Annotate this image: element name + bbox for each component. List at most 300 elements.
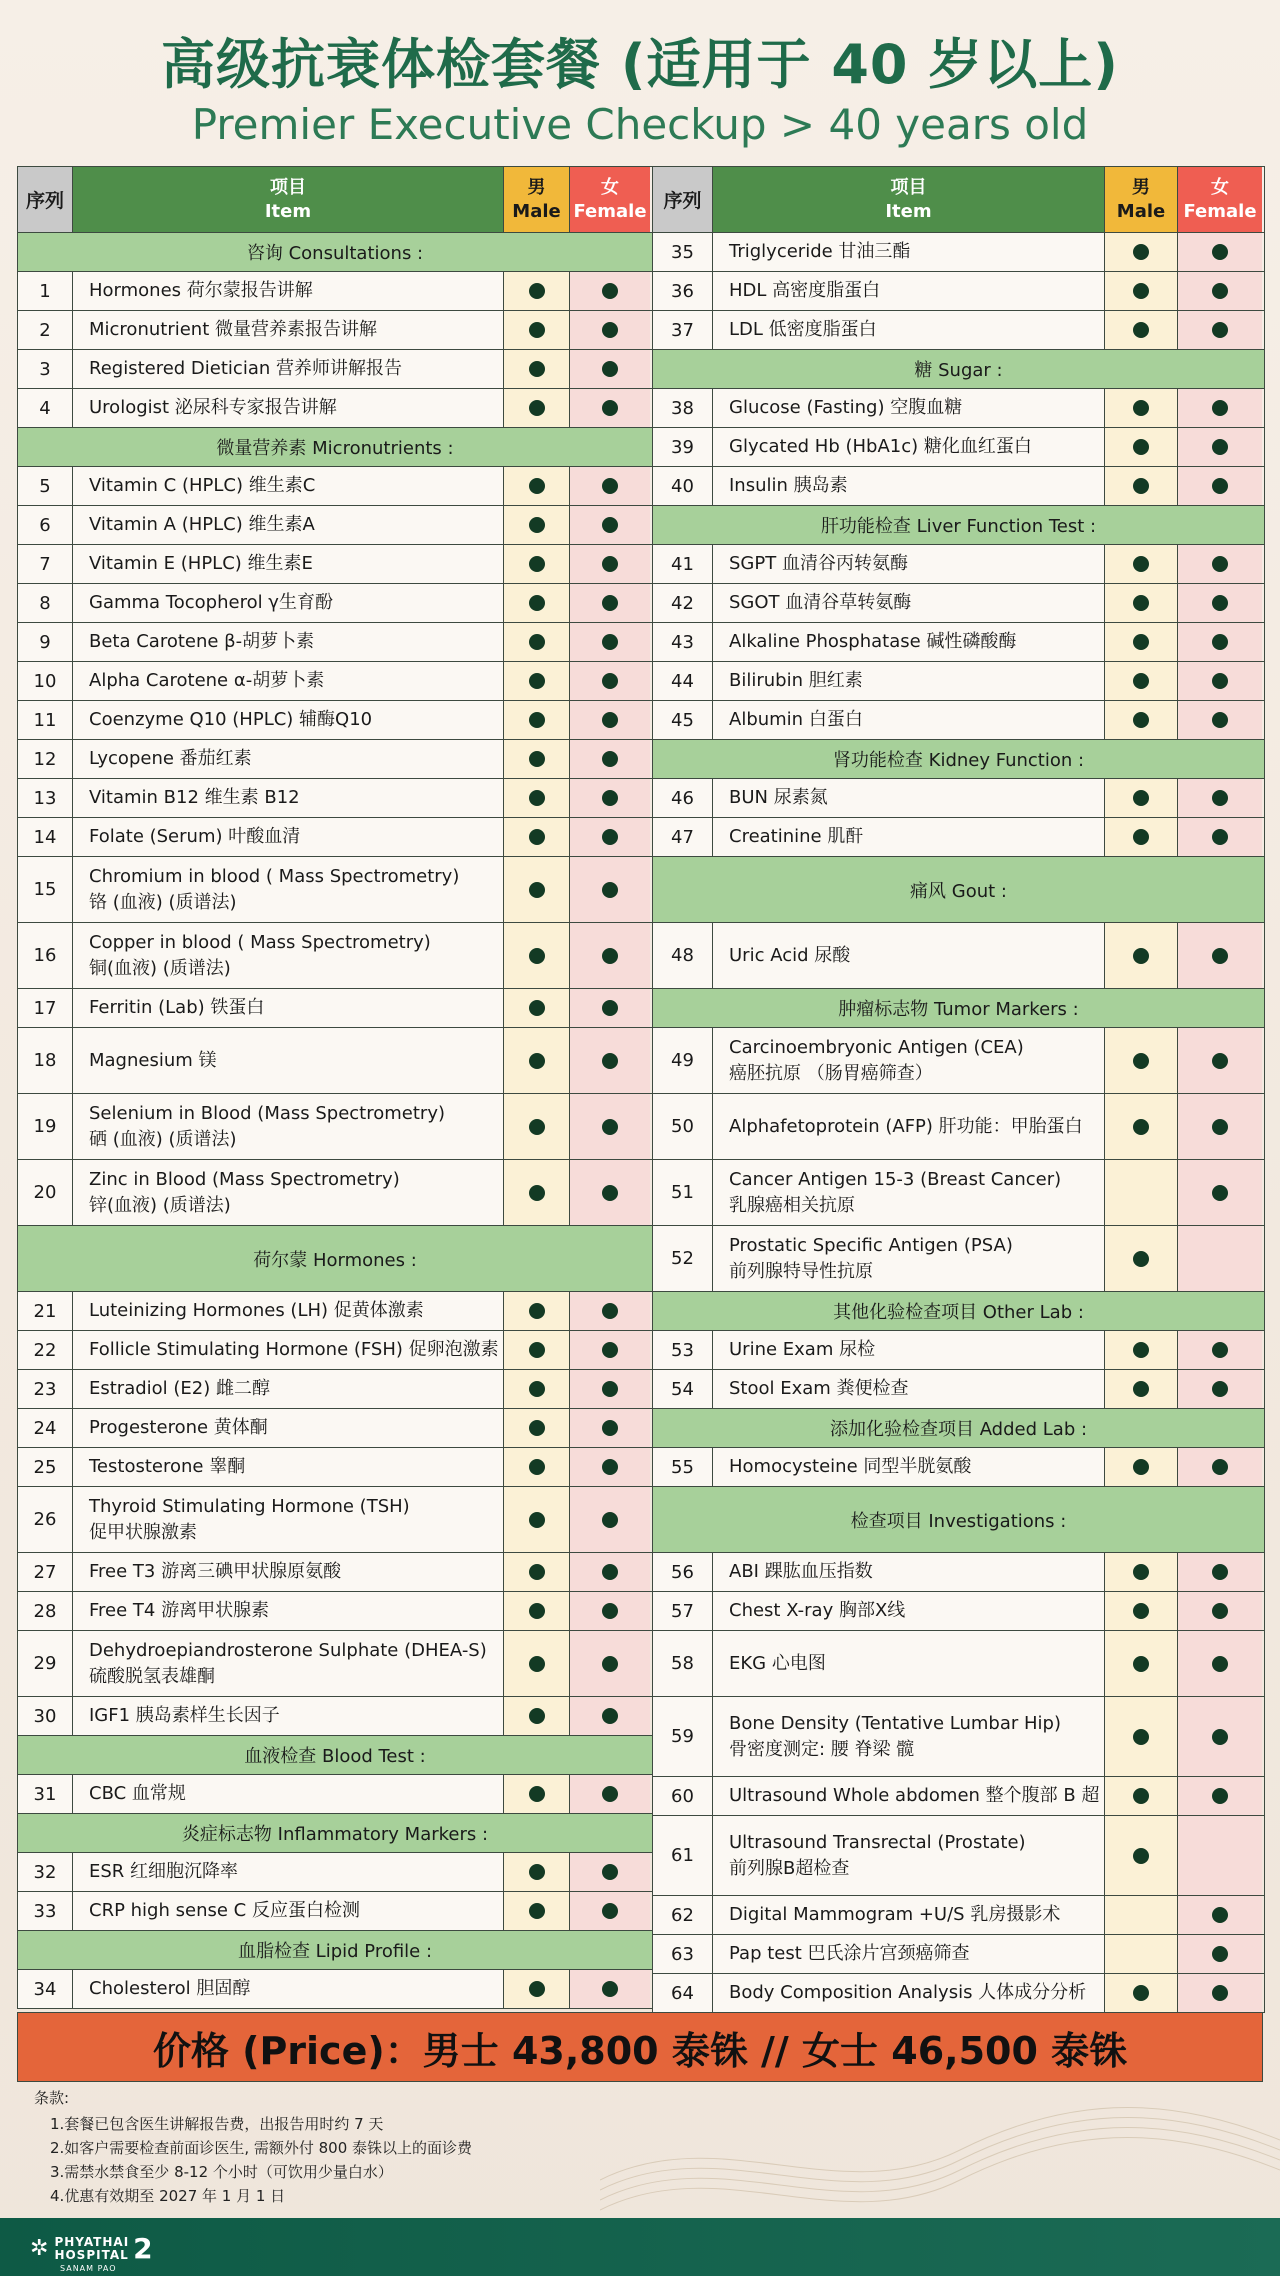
female-cell xyxy=(570,923,650,988)
male-cell xyxy=(504,1448,570,1486)
row-item-name: Vitamin A (HPLC) 维生素A xyxy=(73,506,504,544)
row-number: 1 xyxy=(18,272,73,310)
included-dot-icon xyxy=(602,1459,618,1475)
section-label: 添加化验检查项目 Added Lab : xyxy=(653,1409,1264,1447)
female-cell xyxy=(570,545,650,583)
row-item-name: Cholesterol 胆固醇 xyxy=(73,1970,504,2008)
logo-sub: SANAM PAO xyxy=(60,2264,117,2273)
included-dot-icon xyxy=(1212,1342,1228,1358)
row-item-name: IGF1 胰岛素样生长因子 xyxy=(73,1697,504,1735)
title-cn: 高级抗衰体检套餐 (适用于 40 岁以上) xyxy=(161,33,1119,96)
female-cell xyxy=(570,1409,650,1447)
row-item-name: BUN 尿素氮 xyxy=(713,779,1105,817)
row-number: 52 xyxy=(653,1226,713,1291)
row-item-name: CBC 血常规 xyxy=(73,1775,504,1813)
row-item-name: Alkaline Phosphatase 碱性磷酸酶 xyxy=(713,623,1105,661)
male-cell xyxy=(504,1487,570,1552)
included-dot-icon xyxy=(602,283,618,299)
included-dot-icon xyxy=(602,634,618,650)
included-dot-icon xyxy=(1212,673,1228,689)
included-dot-icon xyxy=(602,1903,618,1919)
male-cell xyxy=(504,545,570,583)
female-cell xyxy=(570,1292,650,1330)
row-item-name: Selenium in Blood (Mass Spectrometry) 硒 (血液) (质谱法) xyxy=(73,1094,504,1159)
included-dot-icon xyxy=(1212,1185,1228,1201)
male-cell xyxy=(504,1631,570,1696)
row-number: 15 xyxy=(18,857,73,922)
row-item-name: Beta Carotene β-胡萝卜素 xyxy=(73,623,504,661)
section-row xyxy=(18,233,652,272)
male-cell xyxy=(1105,1094,1178,1159)
row-number: 56 xyxy=(653,1553,713,1591)
male-cell xyxy=(1105,818,1178,856)
male-cell xyxy=(504,584,570,622)
female-cell xyxy=(1178,1697,1262,1776)
row-item-name: Free T3 游离三碘甲状腺原氨酸 xyxy=(73,1553,504,1591)
included-dot-icon xyxy=(602,322,618,338)
table-row xyxy=(653,1697,1264,1777)
row-number: 14 xyxy=(18,818,73,856)
row-item-name: Copper in blood ( Mass Spectrometry) 铜(血液) (质谱法) xyxy=(73,923,504,988)
table-row xyxy=(653,1448,1264,1487)
row-number: 16 xyxy=(18,923,73,988)
included-dot-icon xyxy=(1133,948,1149,964)
included-dot-icon xyxy=(529,478,545,494)
row-number: 13 xyxy=(18,779,73,817)
row-number: 55 xyxy=(653,1448,713,1486)
female-cell xyxy=(1178,467,1262,505)
included-dot-icon xyxy=(529,1381,545,1397)
row-number: 40 xyxy=(653,467,713,505)
included-dot-icon xyxy=(602,1708,618,1724)
male-cell xyxy=(1105,1777,1178,1815)
female-cell xyxy=(570,1853,650,1891)
male-cell xyxy=(504,740,570,778)
title-en: Premier Executive Checkup > 40 years old xyxy=(191,100,1089,149)
section-row xyxy=(18,1814,652,1853)
row-item-name: HDL 高密度脂蛋白 xyxy=(713,272,1105,310)
row-item-name: Thyroid Stimulating Hormone (TSH) 促甲状腺激素 xyxy=(73,1487,504,1552)
male-cell xyxy=(1105,1974,1178,2012)
included-dot-icon xyxy=(1212,1946,1228,1962)
table-row xyxy=(18,989,652,1028)
header-female-cn: 女 xyxy=(601,176,619,198)
row-item-name: Carcinoembryonic Antigen (CEA) 癌胚抗原 （肠胃癌筛查） xyxy=(713,1028,1105,1093)
table-row xyxy=(18,350,652,389)
section-label: 糖 Sugar : xyxy=(653,350,1264,388)
table-row xyxy=(653,1631,1264,1697)
included-dot-icon xyxy=(1212,478,1228,494)
table-row xyxy=(18,272,652,311)
included-dot-icon xyxy=(529,1656,545,1672)
right-table xyxy=(652,166,1265,2013)
table-row xyxy=(653,662,1264,701)
female-cell xyxy=(570,584,650,622)
included-dot-icon xyxy=(1133,673,1149,689)
table-row xyxy=(653,1592,1264,1631)
included-dot-icon xyxy=(602,361,618,377)
row-number: 2 xyxy=(18,311,73,349)
included-dot-icon xyxy=(529,1459,545,1475)
included-dot-icon xyxy=(529,556,545,572)
row-item-name: Prostatic Specific Antigen (PSA) 前列腺特导性抗原 xyxy=(713,1226,1105,1291)
row-number: 36 xyxy=(653,272,713,310)
female-cell xyxy=(1178,1777,1262,1815)
male-cell xyxy=(504,389,570,427)
included-dot-icon xyxy=(529,1903,545,1919)
row-number: 61 xyxy=(653,1816,713,1895)
row-number: 24 xyxy=(18,1409,73,1447)
included-dot-icon xyxy=(1133,1251,1149,1267)
included-dot-icon xyxy=(602,1786,618,1802)
included-dot-icon xyxy=(1212,1729,1228,1745)
table-row xyxy=(653,1896,1264,1935)
row-item-name: Zinc in Blood (Mass Spectrometry) 锌(血液) (质谱法) xyxy=(73,1160,504,1225)
section-label: 血液检查 Blood Test : xyxy=(18,1736,652,1774)
included-dot-icon xyxy=(1133,1381,1149,1397)
included-dot-icon xyxy=(602,1119,618,1135)
row-number: 21 xyxy=(18,1292,73,1330)
included-dot-icon xyxy=(529,1000,545,1016)
table-row xyxy=(653,701,1264,740)
table-row xyxy=(653,1226,1264,1292)
male-cell xyxy=(1105,923,1178,988)
row-number: 12 xyxy=(18,740,73,778)
male-cell xyxy=(504,467,570,505)
table-row xyxy=(653,623,1264,662)
included-dot-icon xyxy=(602,882,618,898)
table-row xyxy=(653,1974,1264,2013)
male-cell xyxy=(504,1892,570,1930)
included-dot-icon xyxy=(1212,790,1228,806)
logo-mark-icon: ✲ xyxy=(30,2236,49,2261)
row-number: 32 xyxy=(18,1853,73,1891)
female-cell xyxy=(570,1448,650,1486)
table-row xyxy=(18,1331,652,1370)
table-row xyxy=(653,389,1264,428)
female-cell xyxy=(1178,1592,1262,1630)
table-row xyxy=(18,1409,652,1448)
footer-bar xyxy=(0,2218,1280,2276)
row-number: 6 xyxy=(18,506,73,544)
male-cell xyxy=(1105,1592,1178,1630)
row-item-name: ABI 踝肱血压指数 xyxy=(713,1553,1105,1591)
female-cell xyxy=(570,1970,650,2008)
row-item-name: Lycopene 番茄红素 xyxy=(73,740,504,778)
included-dot-icon xyxy=(1133,478,1149,494)
male-cell xyxy=(504,701,570,739)
included-dot-icon xyxy=(1133,1342,1149,1358)
section-row xyxy=(653,857,1264,923)
included-dot-icon xyxy=(529,361,545,377)
included-dot-icon xyxy=(602,1303,618,1319)
table-row xyxy=(18,1094,652,1160)
male-cell xyxy=(1105,1028,1178,1093)
row-item-name: Bone Density (Tentative Lumbar Hip) 骨密度测定: 腰 脊梁 髋 xyxy=(713,1697,1105,1776)
female-cell xyxy=(570,467,650,505)
right-table-body xyxy=(653,233,1264,2013)
row-number: 42 xyxy=(653,584,713,622)
header-item-cn: 项目 xyxy=(270,176,306,198)
row-item-name: LDL 低密度脂蛋白 xyxy=(713,311,1105,349)
table-row xyxy=(18,818,652,857)
included-dot-icon xyxy=(529,790,545,806)
male-cell xyxy=(504,662,570,700)
female-cell xyxy=(1178,1553,1262,1591)
row-number: 48 xyxy=(653,923,713,988)
row-number: 37 xyxy=(653,311,713,349)
table-row xyxy=(653,1028,1264,1094)
table-row xyxy=(653,923,1264,989)
table-row xyxy=(18,1631,652,1697)
table-row xyxy=(18,506,652,545)
included-dot-icon xyxy=(1212,283,1228,299)
female-cell xyxy=(570,1028,650,1093)
male-cell xyxy=(504,923,570,988)
table-row xyxy=(18,662,652,701)
included-dot-icon xyxy=(602,1512,618,1528)
female-cell xyxy=(570,1094,650,1159)
table-row xyxy=(653,428,1264,467)
female-cell xyxy=(1178,818,1262,856)
table-row xyxy=(653,1160,1264,1226)
included-dot-icon xyxy=(529,1342,545,1358)
section-row xyxy=(653,1409,1264,1448)
table-header xyxy=(653,167,1264,233)
male-cell xyxy=(1105,701,1178,739)
terms-item: 4.优惠有效期至 2027 年 1 月 1 日 xyxy=(50,2187,286,2205)
row-item-name: CRP high sense C 反应蛋白检测 xyxy=(73,1892,504,1930)
row-number: 53 xyxy=(653,1331,713,1369)
included-dot-icon xyxy=(529,1119,545,1135)
female-cell xyxy=(1178,584,1262,622)
included-dot-icon xyxy=(602,517,618,533)
row-number: 17 xyxy=(18,989,73,1027)
included-dot-icon xyxy=(1133,1564,1149,1580)
included-dot-icon xyxy=(602,790,618,806)
section-row xyxy=(18,428,652,467)
female-cell xyxy=(1178,233,1262,271)
female-cell xyxy=(1178,1631,1262,1696)
female-cell xyxy=(570,311,650,349)
included-dot-icon xyxy=(602,1053,618,1069)
row-item-name: Magnesium 镁 xyxy=(73,1028,504,1093)
section-row xyxy=(653,506,1264,545)
male-cell xyxy=(504,623,570,661)
included-dot-icon xyxy=(602,1564,618,1580)
included-dot-icon xyxy=(529,1708,545,1724)
female-cell xyxy=(1178,1226,1262,1291)
row-number: 47 xyxy=(653,818,713,856)
section-row xyxy=(653,989,1264,1028)
row-item-name: Luteinizing Hormones (LH) 促黄体激素 xyxy=(73,1292,504,1330)
female-cell xyxy=(1178,662,1262,700)
male-cell xyxy=(504,1292,570,1330)
table-row xyxy=(18,389,652,428)
table-row xyxy=(653,779,1264,818)
row-number: 41 xyxy=(653,545,713,583)
row-item-name: Triglyceride 甘油三酯 xyxy=(713,233,1105,271)
row-number: 7 xyxy=(18,545,73,583)
included-dot-icon xyxy=(1212,1381,1228,1397)
row-item-name: Follicle Stimulating Hormone (FSH) 促卵泡激素 xyxy=(73,1331,504,1369)
row-item-name: Bilirubin 胆红素 xyxy=(713,662,1105,700)
included-dot-icon xyxy=(1133,1459,1149,1475)
row-item-name: Coenzyme Q10 (HPLC) 辅酶Q10 xyxy=(73,701,504,739)
section-label: 痛风 Gout : xyxy=(653,857,1264,922)
section-label: 血脂检查 Lipid Profile : xyxy=(18,1931,652,1969)
included-dot-icon xyxy=(602,556,618,572)
row-item-name: Body Composition Analysis 人体成分分析 xyxy=(713,1974,1105,2012)
included-dot-icon xyxy=(602,1864,618,1880)
row-item-name: EKG 心电图 xyxy=(713,1631,1105,1696)
included-dot-icon xyxy=(1133,1656,1149,1672)
section-label: 肿瘤标志物 Tumor Markers : xyxy=(653,989,1264,1027)
header-female-en: Female xyxy=(1183,200,1257,222)
female-cell xyxy=(570,740,650,778)
row-item-name: Glucose (Fasting) 空腹血糖 xyxy=(713,389,1105,427)
table-row xyxy=(18,857,652,923)
male-cell xyxy=(504,779,570,817)
price-bar: 价格 (Price)：男士 43,800 泰铢 // 女士 46,500 泰铢 xyxy=(17,2012,1263,2082)
included-dot-icon xyxy=(1212,712,1228,728)
row-number: 22 xyxy=(18,1331,73,1369)
male-cell xyxy=(504,311,570,349)
row-item-name: Estradiol (E2) 雌二醇 xyxy=(73,1370,504,1408)
section-label: 炎症标志物 Inflammatory Markers : xyxy=(18,1814,652,1852)
female-cell xyxy=(1178,1935,1262,1973)
included-dot-icon xyxy=(529,634,545,650)
row-number: 43 xyxy=(653,623,713,661)
section-label: 荷尔蒙 Hormones : xyxy=(18,1226,652,1291)
table-row xyxy=(653,467,1264,506)
female-cell xyxy=(570,1487,650,1552)
row-item-name: Free T4 游离甲状腺素 xyxy=(73,1592,504,1630)
row-item-name: Gamma Tocopherol γ生育酚 xyxy=(73,584,504,622)
table-row xyxy=(653,1553,1264,1592)
table-row xyxy=(18,584,652,623)
included-dot-icon xyxy=(602,1603,618,1619)
included-dot-icon xyxy=(529,1981,545,1997)
row-number: 9 xyxy=(18,623,73,661)
included-dot-icon xyxy=(1212,1788,1228,1804)
included-dot-icon xyxy=(529,1564,545,1580)
male-cell xyxy=(1105,1226,1178,1291)
row-number: 54 xyxy=(653,1370,713,1408)
female-cell xyxy=(1178,428,1262,466)
table-row xyxy=(18,923,652,989)
row-number: 33 xyxy=(18,1892,73,1930)
included-dot-icon xyxy=(1212,1907,1228,1923)
male-cell xyxy=(1105,272,1178,310)
included-dot-icon xyxy=(1133,439,1149,455)
included-dot-icon xyxy=(529,673,545,689)
included-dot-icon xyxy=(1133,322,1149,338)
male-cell xyxy=(1105,1553,1178,1591)
male-cell xyxy=(504,857,570,922)
header-male xyxy=(504,167,570,232)
header-male-en: Male xyxy=(512,200,561,222)
section-row xyxy=(653,740,1264,779)
female-cell xyxy=(570,506,650,544)
included-dot-icon xyxy=(1133,829,1149,845)
table-row xyxy=(18,1028,652,1094)
section-row xyxy=(653,1292,1264,1331)
male-cell xyxy=(1105,584,1178,622)
row-item-name: Alphafetoprotein (AFP) 肝功能：甲胎蛋白 xyxy=(713,1094,1105,1159)
female-cell xyxy=(1178,1094,1262,1159)
table-row xyxy=(18,1697,652,1736)
row-item-name: Insulin 胰岛素 xyxy=(713,467,1105,505)
male-cell xyxy=(504,818,570,856)
table-row xyxy=(18,740,652,779)
table-row xyxy=(18,1553,652,1592)
female-cell xyxy=(570,701,650,739)
header-num: 序列 xyxy=(18,167,73,232)
row-item-name: Creatinine 肌酐 xyxy=(713,818,1105,856)
male-cell xyxy=(1105,1935,1178,1973)
row-item-name: Dehydroepiandrosterone Sulphate (DHEA-S) 硫酸脱氢表雄酮 xyxy=(73,1631,504,1696)
section-label: 其他化验检查项目 Other Lab : xyxy=(653,1292,1264,1330)
row-number: 23 xyxy=(18,1370,73,1408)
included-dot-icon xyxy=(602,1656,618,1672)
row-item-name: Hormones 荷尔蒙报告讲解 xyxy=(73,272,504,310)
table-row xyxy=(18,1487,652,1553)
row-number: 20 xyxy=(18,1160,73,1225)
header-item xyxy=(73,167,504,232)
included-dot-icon xyxy=(1212,1564,1228,1580)
row-number: 62 xyxy=(653,1896,713,1934)
section-row xyxy=(653,1487,1264,1553)
row-item-name: Homocysteine 同型半胱氨酸 xyxy=(713,1448,1105,1486)
male-cell xyxy=(504,350,570,388)
row-item-name: Digital Mammogram +U/S 乳房摄影术 xyxy=(713,1896,1105,1934)
row-number: 34 xyxy=(18,1970,73,2008)
terms-item: 3.需禁水禁食至少 8-12 个小时（可饮用少量白水） xyxy=(50,2163,393,2181)
male-cell xyxy=(1105,545,1178,583)
table-row xyxy=(653,818,1264,857)
male-cell xyxy=(504,272,570,310)
female-cell xyxy=(570,1370,650,1408)
female-cell xyxy=(1178,272,1262,310)
table-row xyxy=(18,1853,652,1892)
included-dot-icon xyxy=(1212,322,1228,338)
included-dot-icon xyxy=(602,1185,618,1201)
female-cell xyxy=(570,1892,650,1930)
table-row xyxy=(18,545,652,584)
included-dot-icon xyxy=(529,1786,545,1802)
row-item-name: Vitamin C (HPLC) 维生素C xyxy=(73,467,504,505)
female-cell xyxy=(570,272,650,310)
table-row xyxy=(18,1448,652,1487)
included-dot-icon xyxy=(602,1381,618,1397)
row-item-name: Ultrasound Transrectal (Prostate) 前列腺B超检查 xyxy=(713,1816,1105,1895)
row-item-name: Albumin 白蛋白 xyxy=(713,701,1105,739)
row-number: 5 xyxy=(18,467,73,505)
male-cell xyxy=(1105,1631,1178,1696)
header-item-en: Item xyxy=(264,200,312,222)
included-dot-icon xyxy=(529,595,545,611)
row-item-name: Glycated Hb (HbA1c) 糖化血红蛋白 xyxy=(713,428,1105,466)
female-cell xyxy=(1178,779,1262,817)
logo-line1: PHYATHAI xyxy=(54,2234,130,2249)
female-cell xyxy=(570,1592,650,1630)
table-row xyxy=(653,545,1264,584)
male-cell xyxy=(1105,233,1178,271)
row-number: 11 xyxy=(18,701,73,739)
row-item-name: Urologist 泌尿科专家报告讲解 xyxy=(73,389,504,427)
included-dot-icon xyxy=(1133,400,1149,416)
